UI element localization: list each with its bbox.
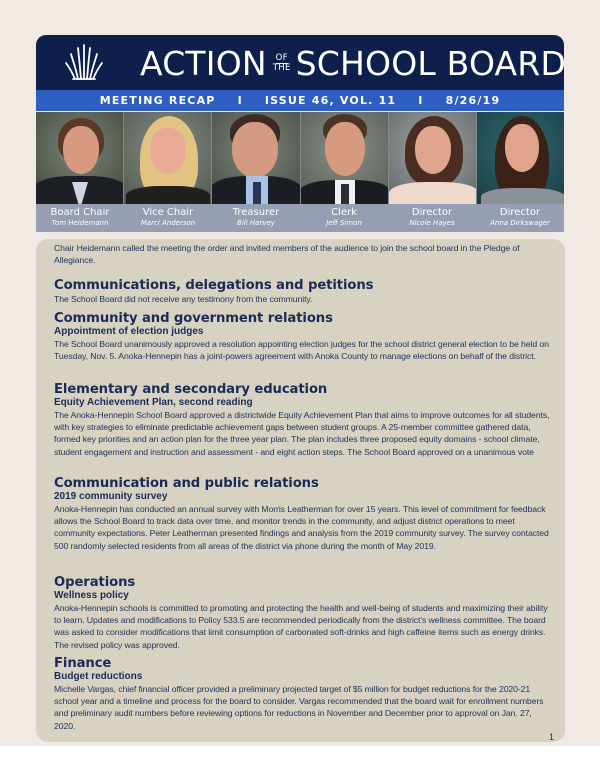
section-subheading: 2019 community survey [54,491,168,502]
title-school-board: SCHOOL BOARD [295,43,567,83]
meeting-recap-bar [36,90,564,111]
caption-clerk: Clerk Jeff Simon [326,207,362,227]
photo-treasurer [212,112,300,204]
section-finance [54,656,554,732]
board-member-photos [36,112,564,204]
meeting-date: 8/26/19 [445,94,501,107]
section-communication-public-relations [54,476,554,552]
photo-clerk [301,112,389,204]
section-elementary-secondary [54,382,554,458]
section-body: Michelle Vargas, chief financial officer provided a preliminary projected target of $5 million for budget reductions for the 2020-21 school year and a timeline and process for the board to consider. Vargas recommended that the board wait for enrollment numbers and preliminary audit numbers before reviewing options for reductions in November and December prior to approval on Jan. 27, 2020. [54,684,544,731]
section-heading: Communications, delegations and petitions [54,278,374,293]
section-operations [54,575,554,651]
section-communications [54,278,554,305]
board-member-captions [36,204,564,232]
section-body: The School Board unanimously approved a resolution appointing election judges for the school district general election to be held on Tuesday, Nov. 5. Anoka-Hennepin has a joint-powers agreement with Anoka County to manage elections on behalf of the district. [54,339,549,362]
section-body: Anoka-Hennepin schools is committed to promoting and protecting the health and well-being of students and maximizing their ability to learn. Updates and modifications to Policy 533.5 are recommended periodically from the district's wellness committee. The board was asked to consider modifications that limit consumption of carbonated soft-drinks and high caffeine items such as energy drinks. The revised policy was approved. [54,603,548,650]
caption-director-nicole: Director Nicole Hayes [409,207,455,227]
title-action: ACTION [140,43,267,83]
title-of-the: OF THE [272,52,291,73]
section-heading: Operations [54,575,136,590]
photo-director-nicole [389,112,477,204]
section-heading: Community and government relations [54,311,333,326]
photo-vice-chair [124,112,212,204]
section-body: The Anoka-Hennepin School Board approved a districtwide Equity Achievement Plan that aims to improve outcomes for all students, with key strategies to eliminate predictable achievement gaps between student groups. A 25-member committee gathered data, formed key priorities and an action plan for the three year plan. The plan includes three proposed equity domains - school climate, student engagement and instruction and assessment - and eight action steps. The School Board approved on a unanimous vote [54,410,550,457]
masthead [36,35,567,90]
section-body: The School Board did not receive any testimony from the community. [54,294,313,304]
section-heading: Communication and public relations [54,476,319,491]
recap-label: MEETING RECAP [99,94,216,107]
caption-director-anna: Director Anna Dirkswager [490,207,550,227]
page-number: 1 [548,732,554,742]
caption-board-chair: Board Chair Tom Heidemann [50,207,110,227]
intro-paragraph: Chair Heidemann called the meeting the order and invited members of the audience to join the school board in the Pledge of Allegiance. [54,243,520,266]
meeting-recap-content [36,239,565,742]
photo-board-chair [36,112,124,204]
section-heading: Elementary and secondary education [54,382,328,397]
caption-vice-chair: Vice Chair Marci Anderson [140,207,196,227]
photo-director-anna [477,112,564,204]
section-body: Anoka-Hennepin has conducted an annual survey with Morris Leatherman for over 15 years. This level of commitment for feedback allows the School Board to track data over time, and monitor trends in the community, and adjust district operations to meet community expectations. Peter Leatherman presented findings and analysis from the 2019 community survey. The survey contacted 500 randomly selected residents from all areas of the district via phone during the month of May 2019. [54,504,549,551]
newsletter-title [140,41,566,85]
issue-volume: ISSUE 46, VOL. 11 [264,94,397,107]
separator: I [418,94,424,107]
separator: I [237,94,243,107]
section-heading: Finance [54,656,112,671]
section-subheading: Budget reductions [54,671,143,682]
section-subheading: Appointment of election judges [54,326,204,337]
caption-treasurer: Treasurer Bill Harvey [232,207,280,227]
section-subheading: Wellness policy [54,590,129,601]
section-subheading: Equity Achievement Plan, second reading [54,397,253,408]
reed-fountain-logo-icon [64,41,104,83]
section-community-government [54,311,554,362]
intro-section [54,242,554,266]
